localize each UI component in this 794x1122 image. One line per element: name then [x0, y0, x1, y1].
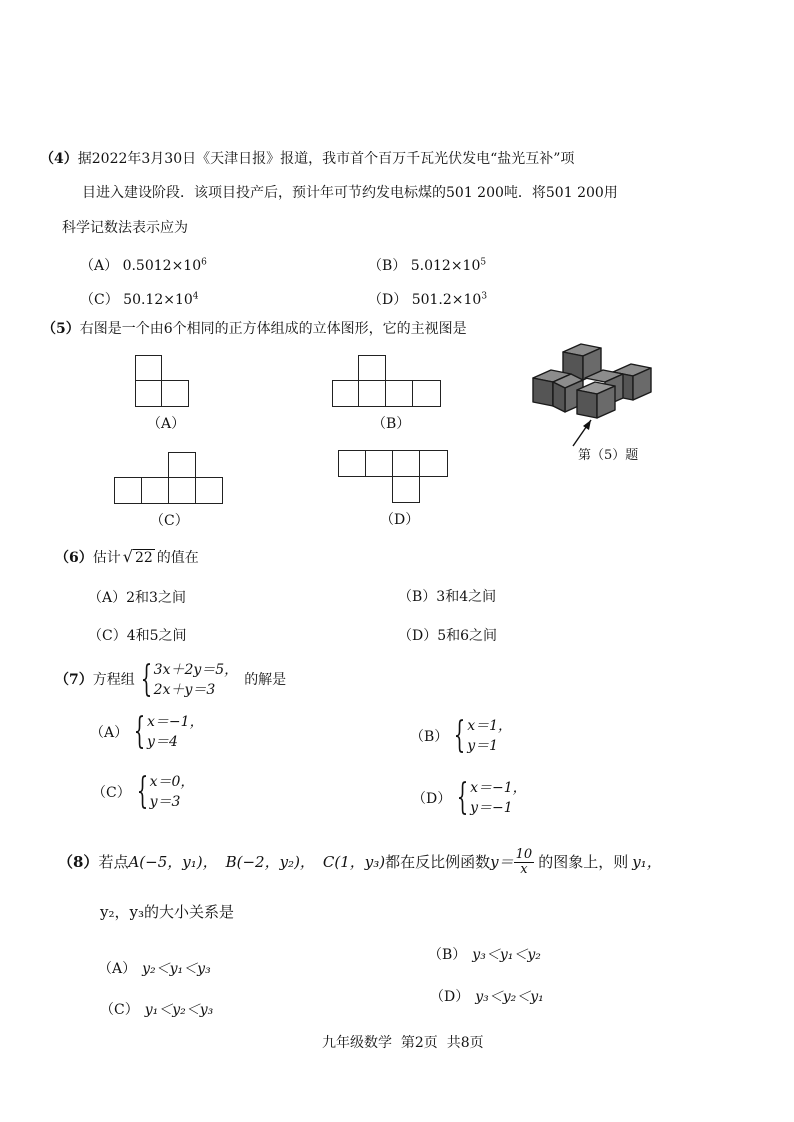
cube-stack-drawing	[525, 342, 660, 452]
q4-option-a-exp: 6	[201, 257, 207, 268]
q6-line	[55, 549, 199, 565]
q7-option-d-system	[470, 778, 527, 818]
q8-option-a-label: （A）	[98, 961, 137, 977]
q7-option-a-l2: y＝4	[147, 734, 178, 750]
q8-fraction	[514, 848, 535, 877]
q8-point-b: B(−2，y₂)，	[225, 853, 315, 871]
q7-option-d[interactable]	[412, 778, 527, 818]
q7-line	[55, 660, 286, 700]
q7-eq2: 2x＋y＝3	[153, 682, 216, 698]
q7-option-b-label: （B）	[410, 729, 449, 745]
q6-option-c-label: （C）	[88, 628, 127, 644]
q7-option-a[interactable]	[90, 712, 204, 752]
q7-option-c-brace: {	[136, 771, 148, 812]
q5-line	[42, 322, 467, 336]
q5-label-b: （B）	[372, 416, 411, 432]
q7-option-b[interactable]	[410, 716, 512, 756]
q6-text-after: 的值在	[156, 550, 199, 566]
q4-option-c-exp: 4	[192, 291, 199, 302]
q6-option-b-text: 3和4之间	[436, 589, 497, 605]
q6-number: （6）	[55, 550, 93, 566]
q8-option-d[interactable]	[430, 986, 544, 1006]
q7-text-before: 方程组	[92, 672, 135, 688]
view-c-square	[114, 477, 142, 504]
q6-option-b[interactable]	[398, 586, 496, 606]
q8-option-d-label: （D）	[430, 989, 470, 1005]
q4-option-d-label: （D）	[368, 292, 408, 308]
view-c-square	[141, 477, 169, 504]
page-footer: 九年级数学 第2页 共8页	[322, 1035, 484, 1051]
q8-option-d-text: y₃＜y₂＜y₁	[475, 989, 544, 1005]
q4-text-line2: 目进入建设阶段．该项目投产后，预计年可节约发电标煤的501 200吨．将501 200用	[82, 185, 618, 201]
q8-text1: 若点	[98, 853, 129, 871]
q4-line1	[40, 152, 574, 166]
q5-view-a[interactable]	[135, 355, 195, 407]
q7-option-d-label: （D）	[412, 791, 452, 807]
q8-option-c-label: （C）	[100, 1002, 139, 1018]
q4-option-c[interactable]	[80, 289, 199, 309]
view-c-square	[168, 452, 196, 478]
view-b-square	[412, 380, 441, 407]
q8-tail1: y₁，	[632, 853, 662, 871]
q7-option-a-brace: {	[133, 711, 146, 752]
q7-eq1: 3x＋2y＝5，	[153, 662, 239, 678]
q6-text-before: 估计	[92, 550, 121, 566]
q4-option-c-label: （C）	[80, 292, 119, 308]
q8-option-c-text: y₁＜y₂＜y₃	[144, 1002, 214, 1018]
q7-system	[154, 660, 239, 700]
q6-option-c[interactable]	[88, 625, 187, 645]
view-b-square	[385, 380, 413, 407]
q4-text-line1: 据2022年3月30日《天津日报》报道，我市首个百万千瓦光伏发电“盐光互补”项	[77, 151, 575, 167]
q4-option-c-base: 50.12×10	[123, 292, 193, 308]
q8-point-c: C(1，y₃)	[322, 853, 386, 871]
q5-label-a: （A）	[147, 416, 186, 432]
q8-point-a: A(−5，y₁)，	[128, 853, 218, 871]
q4-number: （4）	[40, 151, 78, 167]
q7-option-b-l2: y＝1	[467, 738, 499, 754]
q7-option-b-system	[467, 716, 512, 756]
q5-label-c: （C）	[150, 513, 189, 529]
view-b-square	[358, 380, 386, 407]
q6-option-d-text: 5和6之间	[437, 628, 498, 644]
q8-option-b-label: （B）	[428, 947, 467, 963]
q7-option-a-system	[147, 712, 204, 752]
q7-number: （7）	[55, 672, 93, 688]
q7-brace: {	[140, 659, 152, 700]
q7-option-b-l1: x＝1，	[467, 718, 513, 734]
q8-number: （8）	[58, 853, 99, 871]
q7-option-c-system	[150, 772, 195, 812]
q4-option-d-base: 501.2×10	[411, 292, 482, 308]
q7-option-a-label: （A）	[90, 725, 129, 741]
q5-view-d[interactable]	[338, 450, 453, 504]
q8-text3: 的图象上，则	[538, 853, 629, 871]
q6-option-a[interactable]	[88, 587, 186, 607]
q4-option-d-exp: 3	[481, 291, 488, 302]
q8-line1	[58, 848, 662, 877]
view-d-square	[392, 450, 420, 477]
q6-option-d[interactable]	[398, 625, 497, 645]
view-d-square	[365, 450, 393, 477]
view-a-square	[161, 380, 189, 407]
q8-option-b-text: y₃＜y₁＜y₂	[472, 947, 541, 963]
q4-option-b-label: （B）	[368, 258, 407, 274]
q5-label-d: （D）	[380, 512, 420, 528]
q7-option-b-brace: {	[454, 715, 466, 756]
view-a-square	[135, 380, 162, 407]
q7-option-d-l2: y＝−1	[470, 800, 513, 816]
q7-text-after: 的解是	[244, 672, 287, 688]
view-d-square	[419, 450, 448, 477]
view-b-square	[358, 355, 386, 381]
view-c-square	[168, 477, 196, 504]
q5-view-c[interactable]	[114, 452, 226, 504]
q4-option-d[interactable]	[368, 289, 487, 309]
q7-option-d-brace: {	[456, 777, 469, 818]
q6-radicand: 22	[134, 550, 153, 566]
q4-option-b-base: 5.012×10	[410, 258, 481, 274]
q8-option-c[interactable]	[100, 999, 213, 1019]
q8-option-a[interactable]	[98, 958, 211, 978]
q6-option-a-text: 2和3之间	[126, 590, 186, 606]
q6-option-d-label: （D）	[398, 628, 438, 644]
q5-text: 右图是一个由6个相同的正方体组成的立体图形，它的主视图是	[79, 321, 467, 337]
view-a-square	[135, 355, 162, 381]
q7-option-c-l2: y＝3	[149, 794, 181, 810]
q6-option-c-text: 4和5之间	[126, 628, 187, 644]
q8-text2: 都在反比例函数	[385, 853, 491, 871]
q8-func-lhs: y＝	[490, 853, 514, 871]
q6-option-b-label: （B）	[398, 589, 437, 605]
view-d-square	[392, 476, 420, 503]
q8-option-a-text: y₂＜y₁＜y₃	[142, 961, 211, 977]
view-b-square	[332, 380, 359, 407]
q5-number: （5）	[42, 321, 80, 337]
q4-option-b[interactable]	[368, 255, 486, 275]
q7-option-c[interactable]	[92, 772, 194, 812]
q6-sqrt: √ 22	[122, 547, 153, 566]
q5-view-b[interactable]	[332, 355, 444, 407]
q4-option-b-exp: 5	[480, 257, 487, 268]
q7-option-a-l1: x＝−1，	[147, 714, 204, 730]
q4-option-a-base: 0.5012×10	[122, 258, 202, 274]
q4-option-a-label: （A）	[80, 258, 119, 274]
view-d-square	[338, 450, 366, 477]
q6-option-a-label: （A）	[88, 590, 127, 606]
q8-func-denominator: x	[520, 862, 528, 877]
q8-option-b[interactable]	[428, 944, 541, 964]
q7-option-d-l1: x＝−1，	[470, 780, 527, 796]
q7-option-c-label: （C）	[92, 785, 131, 801]
q8-func-numerator: 10	[515, 847, 533, 862]
q5-figure-caption: 第（5）题	[578, 448, 639, 463]
q5-solid-figure	[525, 342, 660, 452]
q4-text-line3: 科学记数法表示应为	[62, 220, 188, 236]
q7-option-c-l1: x＝0，	[149, 774, 195, 790]
q4-option-a[interactable]	[80, 255, 207, 275]
q8-line2: y₂，y₃的大小关系是	[100, 903, 234, 921]
view-c-square	[195, 477, 223, 504]
